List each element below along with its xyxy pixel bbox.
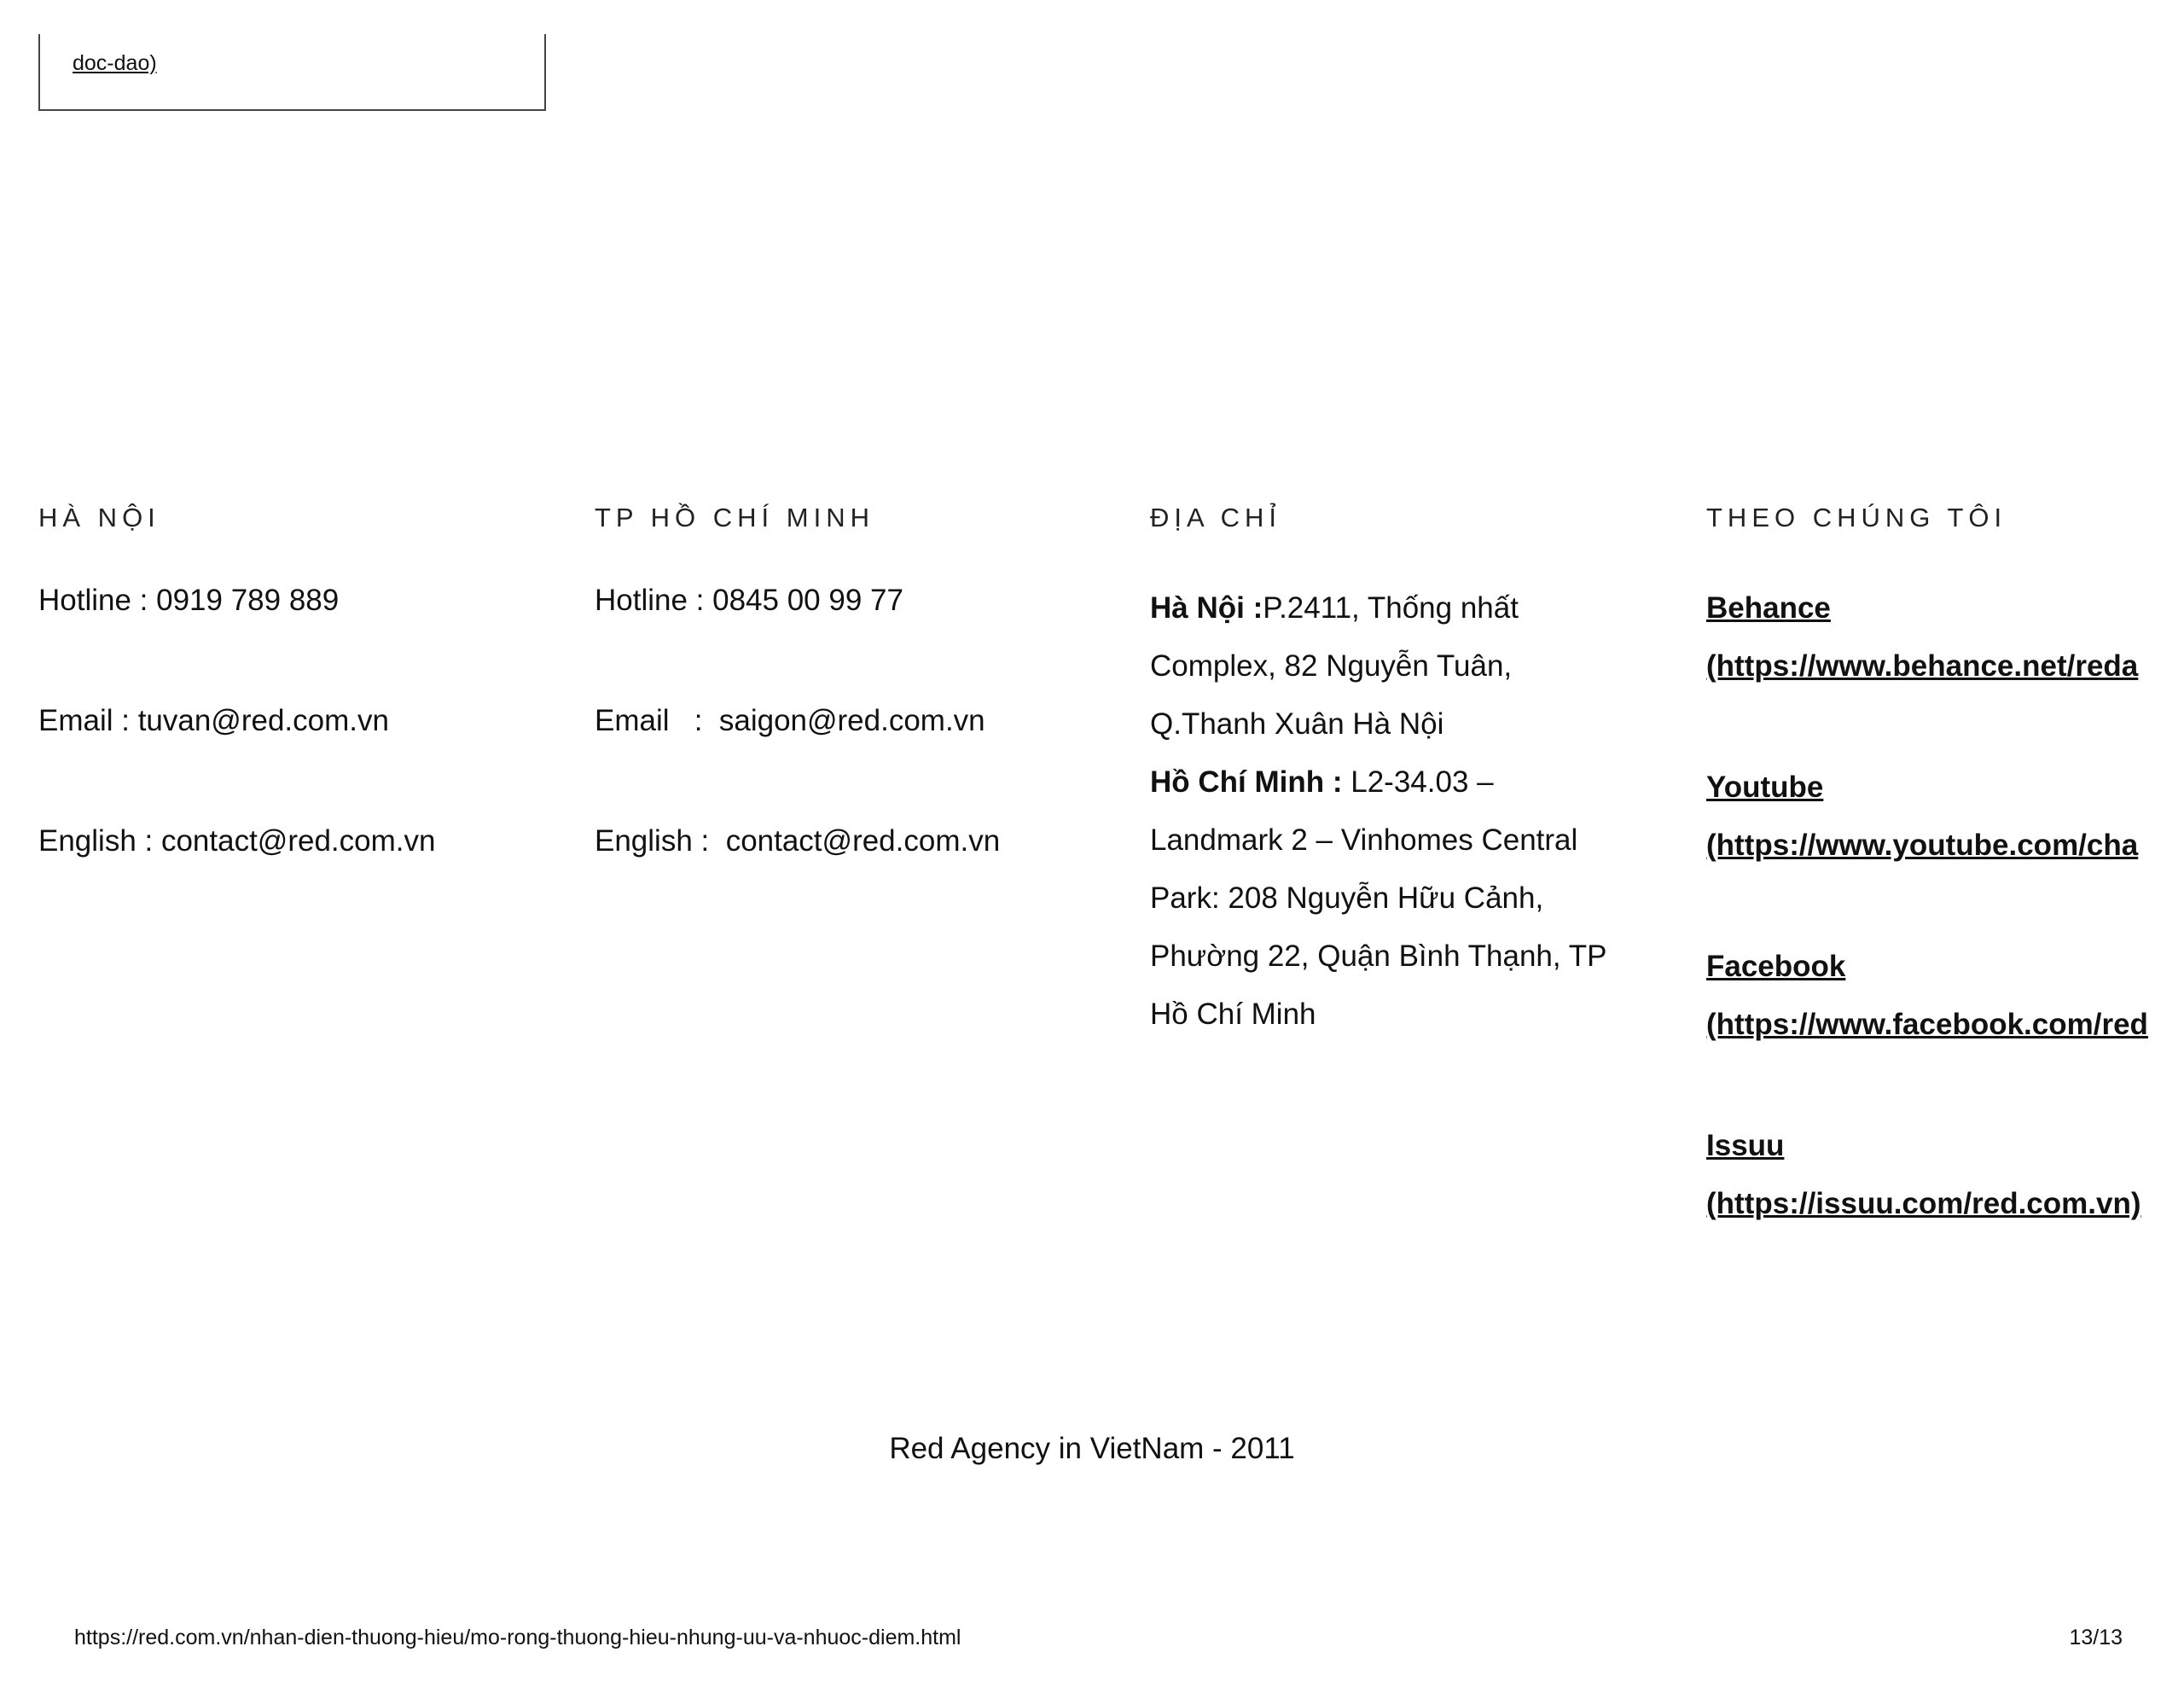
footer-credit: Red Agency in VietNam - 2011: [889, 1432, 1295, 1465]
youtube-url-link[interactable]: (https://www.youtube.com/cha: [1706, 829, 2139, 862]
hcm-hotline: Hotline : 0845 00 99 77: [595, 584, 903, 617]
address-column: [1150, 499, 1628, 1044]
hanoi-address-text: P.2411, Thống nhất Complex, 82 Nguyễn Tuân, Q.Thanh Xuân Hà Nội: [1150, 591, 1519, 741]
hcm-english-email: English : contact@red.com.vn: [595, 824, 1001, 858]
issuu-url-link[interactable]: (https://issuu.com/red.com.vn): [1706, 1187, 2141, 1220]
print-page-url: https://red.com.vn/nhan-dien-thuong-hieu/mo-rong-thuong-hieu-nhung-uu-va-nhuoc-diem.html: [74, 1626, 961, 1649]
hanoi-address: [1150, 579, 1628, 753]
behance-link[interactable]: Behance: [1706, 591, 1831, 625]
facebook-link[interactable]: Facebook: [1706, 950, 1846, 983]
continued-link[interactable]: doc-dao): [73, 51, 157, 75]
facebook-url-link[interactable]: (https://www.facebook.com/red: [1706, 1008, 2148, 1041]
social-behance: [1706, 579, 2157, 695]
hcm-email: Email : saigon@red.com.vn: [595, 704, 985, 737]
behance-url-link[interactable]: (https://www.behance.net/reda: [1706, 649, 2139, 683]
previous-content-box: [38, 34, 546, 111]
hcm-address-text: L2-34.03 – Landmark 2 – Vinhomes Central Park: 208 Nguyễn Hữu Cảnh, Phường 22, Quận Bình Thạnh, TP Hồ Chí Minh: [1150, 765, 1606, 1031]
hanoi-english-email: English : contact@red.com.vn: [38, 824, 436, 858]
hanoi-heading: HÀ NỘI: [38, 503, 160, 532]
address-heading: ĐỊA CHỈ: [1150, 503, 1281, 532]
follow-us-column: [1706, 499, 2157, 1296]
hcm-heading: TP HỒ CHÍ MINH: [595, 503, 874, 532]
issuu-link[interactable]: Issuu: [1706, 1129, 1785, 1162]
hcm-column: [595, 499, 1107, 940]
social-youtube: [1706, 759, 2157, 875]
hanoi-address-label: Hà Nội :: [1150, 591, 1263, 625]
hcm-address: [1150, 753, 1628, 1044]
hanoi-hotline: Hotline : 0919 789 889: [38, 584, 340, 617]
print-page-number: 13/13: [2069, 1626, 2123, 1649]
hcm-address-label: Hồ Chí Minh :: [1150, 765, 1343, 799]
social-issuu: [1706, 1117, 2157, 1233]
hanoi-email: Email : tuvan@red.com.vn: [38, 704, 389, 737]
youtube-link[interactable]: Youtube: [1706, 771, 1824, 804]
social-facebook: [1706, 938, 2157, 1054]
follow-heading: THEO CHÚNG TÔI: [1706, 503, 2007, 532]
hanoi-column: [38, 499, 550, 940]
